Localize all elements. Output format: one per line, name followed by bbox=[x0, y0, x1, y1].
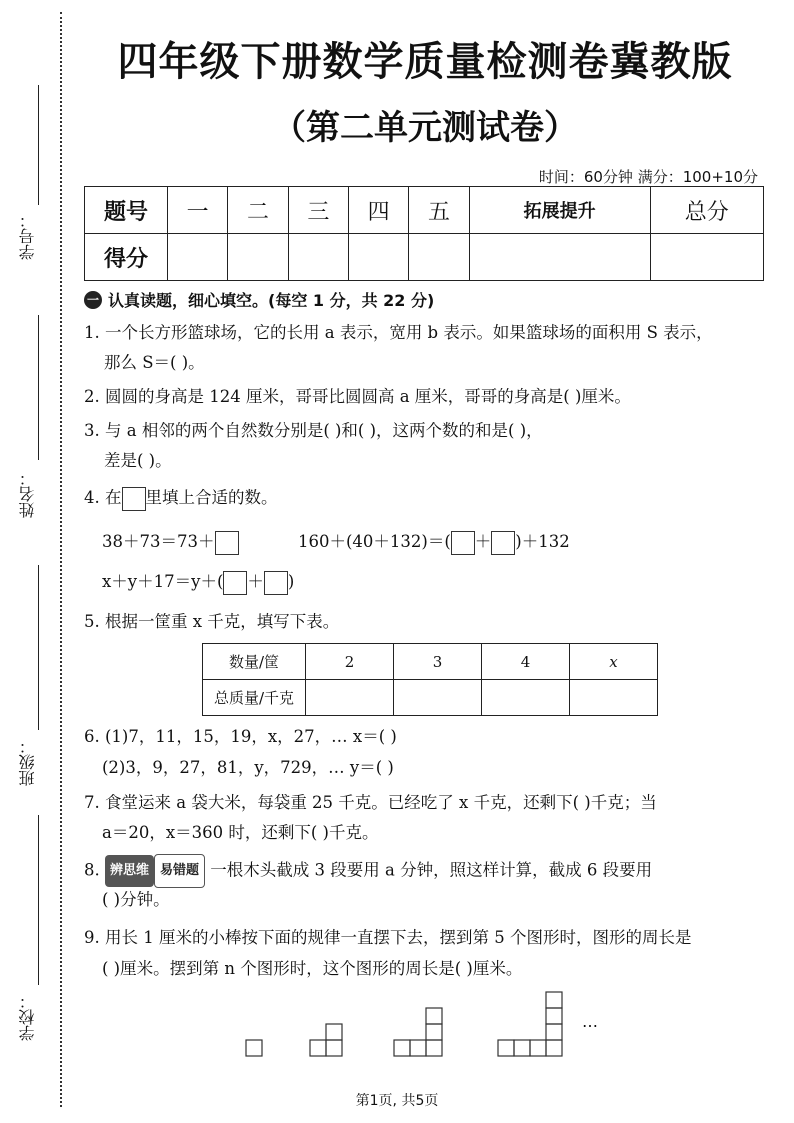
score-value-row bbox=[85, 234, 764, 281]
question-3-line2: 差是( )。 bbox=[104, 451, 172, 470]
score-cell: 二 bbox=[228, 187, 288, 234]
pattern-square bbox=[530, 1040, 546, 1056]
pattern-square bbox=[246, 1040, 262, 1056]
pattern-square bbox=[426, 1024, 442, 1040]
answer-box[interactable] bbox=[223, 571, 247, 595]
question-3-line1: 3. 与 a 相邻的两个自然数分别是( )和( )，这两个数的和是( )， bbox=[84, 421, 543, 440]
q5-cell: 4 bbox=[482, 644, 570, 680]
name-line bbox=[38, 315, 39, 460]
score-cell: 拓展提升 bbox=[469, 187, 650, 234]
pattern-ellipsis: … bbox=[582, 1012, 598, 1031]
question-9-line1: 9. 用长 1 厘米的小棒按下面的规律一直摆下去，摆到第 5 个图形时，图形的周长是 bbox=[84, 928, 692, 947]
time-info: 时间：60分钟 满分：100+10分 bbox=[538, 168, 758, 186]
section-number-badge: 一 bbox=[84, 291, 102, 309]
question-4-pre: 4. 在 bbox=[84, 488, 122, 507]
q5-row-quantity bbox=[203, 644, 658, 680]
question-8-text: 一根木头截成 3 段要用 a 分钟，照这样计算，截成 6 段要用 bbox=[210, 860, 653, 880]
q5-cell: 3 bbox=[394, 644, 482, 680]
expr-text: 160＋(40＋132)＝( bbox=[298, 532, 451, 551]
student-id-line bbox=[38, 85, 39, 205]
q5-cell: 数量/筐 bbox=[203, 644, 306, 680]
question-number: 8. bbox=[84, 860, 100, 880]
answer-box[interactable] bbox=[215, 531, 239, 555]
question-4-expr3 bbox=[102, 567, 294, 597]
question-4-expr1 bbox=[102, 527, 239, 557]
pattern-square bbox=[426, 1040, 442, 1056]
question-8-line1 bbox=[84, 854, 652, 888]
score-cell: 四 bbox=[348, 187, 408, 234]
answer-box[interactable] bbox=[264, 571, 288, 595]
class-line bbox=[38, 565, 39, 730]
question-4-post: 里填上合适的数。 bbox=[145, 488, 278, 507]
q5-cell: x bbox=[570, 644, 658, 680]
score-cell: 三 bbox=[288, 187, 348, 234]
question-5: 5. 根据一筐重 x 千克，填写下表。 bbox=[84, 612, 340, 631]
school-label: 学校： bbox=[18, 993, 37, 1041]
q5-cell: 总质量/千克 bbox=[203, 680, 306, 716]
answer-box[interactable] bbox=[451, 531, 475, 555]
class-label: 班级： bbox=[18, 738, 37, 786]
pattern-square bbox=[310, 1040, 326, 1056]
pattern-square bbox=[426, 1008, 442, 1024]
score-cell: 总分 bbox=[650, 187, 763, 234]
question-1-line1: 1. 一个长方形篮球场，它的长用 a 表示，宽用 b 表示。如果篮球场的面积用 S 表示， bbox=[84, 323, 713, 342]
pattern-square bbox=[326, 1040, 342, 1056]
question-6-part1: 6. (1)7，11，15，19，x，27，… x＝( ) bbox=[84, 727, 397, 746]
expr-text: x＋y＋17＝y＋( bbox=[102, 572, 224, 591]
score-input-cell[interactable] bbox=[409, 234, 469, 281]
score-input-cell[interactable] bbox=[348, 234, 408, 281]
section-title: 认真读题，细心填空。(每空 1 分，共 22 分) bbox=[108, 291, 435, 310]
pattern-square bbox=[546, 992, 562, 1008]
error-prone-tag: 易错题 bbox=[154, 854, 205, 888]
q5-answer-cell[interactable] bbox=[306, 680, 394, 716]
q5-answer-cell[interactable] bbox=[570, 680, 658, 716]
pattern-square bbox=[514, 1040, 530, 1056]
name-label: 姓名： bbox=[18, 470, 37, 518]
score-input-cell[interactable] bbox=[288, 234, 348, 281]
score-input-cell[interactable] bbox=[168, 234, 228, 281]
expr-text: ) bbox=[287, 572, 295, 591]
thinking-tag: 辨思维 bbox=[105, 855, 154, 887]
pattern-square bbox=[326, 1024, 342, 1040]
score-cell: 题号 bbox=[85, 187, 168, 234]
pattern-square bbox=[394, 1040, 410, 1056]
expr-text: 38＋73＝73＋ bbox=[102, 532, 215, 551]
binding-dotted-line bbox=[60, 12, 62, 1107]
question-8-line2: ( )分钟。 bbox=[102, 890, 170, 909]
question-7-line2: a＝20，x＝360 时，还剩下( )千克。 bbox=[102, 823, 379, 842]
answer-box bbox=[122, 487, 146, 511]
pattern-square bbox=[410, 1040, 426, 1056]
school-line bbox=[38, 815, 39, 985]
student-id-label: 学号： bbox=[18, 212, 37, 260]
score-header-row bbox=[85, 187, 764, 234]
score-cell: 得分 bbox=[85, 234, 168, 281]
score-input-cell[interactable] bbox=[650, 234, 763, 281]
q5-answer-cell[interactable] bbox=[394, 680, 482, 716]
score-table bbox=[84, 186, 764, 281]
expr-text: ＋ bbox=[474, 532, 492, 551]
stick-pattern-figure bbox=[230, 985, 630, 1065]
score-cell: 五 bbox=[409, 187, 469, 234]
page-title: 四年级下册数学质量检测卷冀教版 bbox=[117, 39, 733, 85]
question-4-prompt bbox=[84, 483, 278, 513]
question-4-expr2 bbox=[298, 527, 570, 557]
expr-text: )＋132 bbox=[515, 532, 570, 551]
question-1-line2: 那么 S＝( )。 bbox=[104, 353, 205, 372]
score-input-cell[interactable] bbox=[228, 234, 288, 281]
question-9-line2: ( )厘米。摆到第 n 个图形时，这个图形的周长是( )厘米。 bbox=[102, 959, 523, 978]
question-6-part2: (2)3，9，27，81，y，729，… y＝( ) bbox=[102, 758, 394, 777]
q5-answer-cell[interactable] bbox=[482, 680, 570, 716]
question-2: 2. 圆圆的身高是 124 厘米，哥哥比圆圆高 a 厘米，哥哥的身高是( )厘米。 bbox=[84, 387, 631, 406]
question-7-line1: 7. 食堂运来 a 袋大米，每袋重 25 千克。已经吃了 x 千克，还剩下( )千克；当 bbox=[84, 793, 657, 812]
pattern-square bbox=[546, 1008, 562, 1024]
page-footer: 第1页, 共5页 bbox=[355, 1093, 439, 1109]
q5-row-mass bbox=[203, 680, 658, 716]
score-cell: 一 bbox=[168, 187, 228, 234]
question-5-table bbox=[202, 643, 658, 716]
page-subtitle: （第二单元测试卷） bbox=[272, 108, 578, 148]
answer-box[interactable] bbox=[491, 531, 515, 555]
pattern-square bbox=[546, 1040, 562, 1056]
pattern-square bbox=[546, 1024, 562, 1040]
expr-text: ＋ bbox=[247, 572, 264, 591]
score-input-cell[interactable] bbox=[469, 234, 650, 281]
q5-cell: 2 bbox=[306, 644, 394, 680]
pattern-square bbox=[498, 1040, 514, 1056]
section-heading bbox=[84, 288, 434, 311]
